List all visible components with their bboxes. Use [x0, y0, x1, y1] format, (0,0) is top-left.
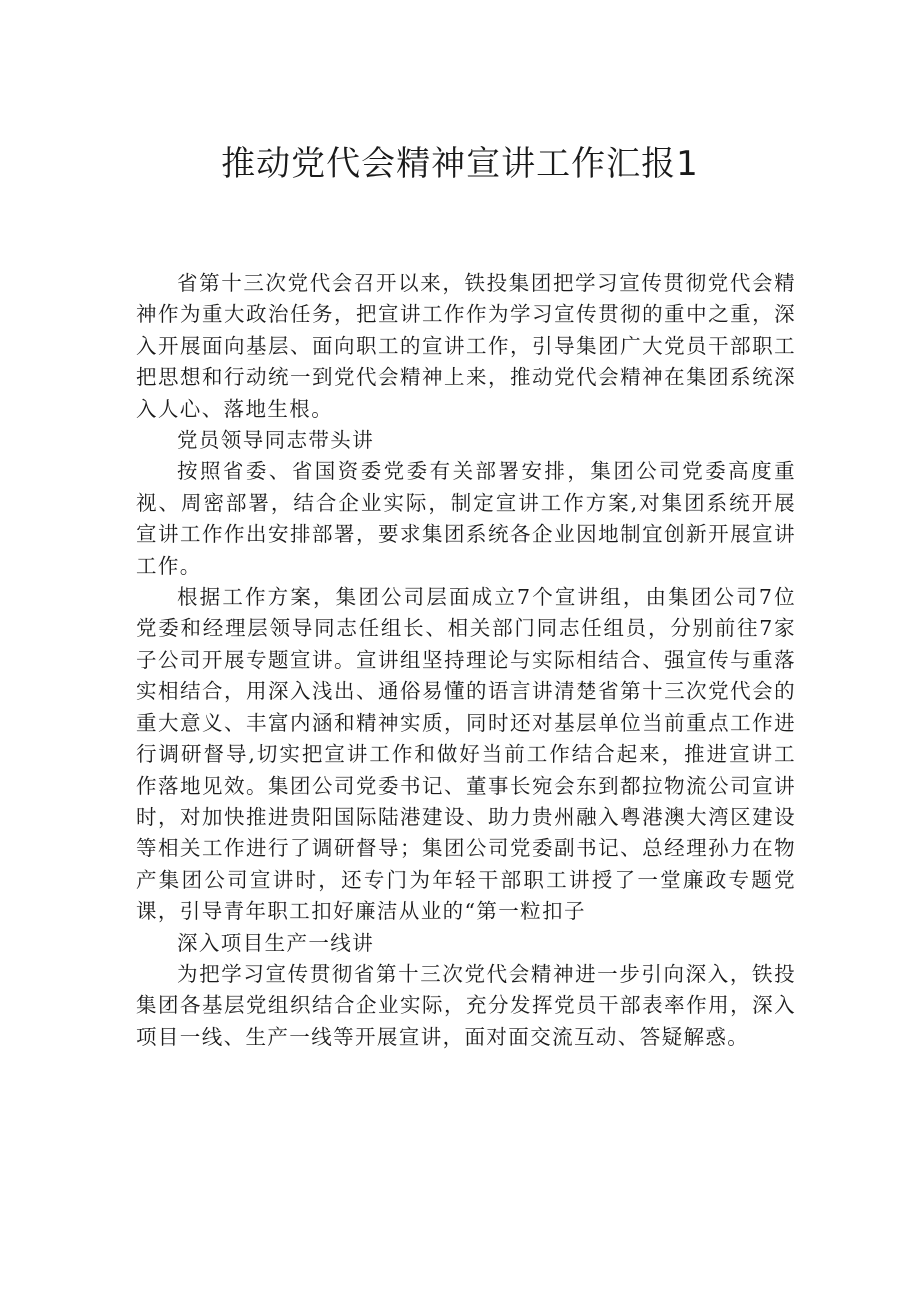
- section-heading-frontline: 深入项目生产一线讲: [177, 930, 375, 955]
- section-heading-leaders: 党员领导同志带头讲: [177, 428, 375, 453]
- document-body: [136, 268, 796, 1053]
- paragraph-frontline: 为把学习宣传贯彻省第十三次党代会精神进一步引向深入，铁投集团各基层党组织结合企业实际，充分发挥党员干部表率作用，深入项目一线、生产一线等开展宣讲，面对面交流互动、答疑解惑。: [136, 961, 796, 1049]
- paragraph-groups: 根据工作方案，集团公司层面成立7个宣讲组，由集团公司7位党委和经理层领导同志任组长、相关部门同志任组员，分别前往7家子公司开展专题宣讲。宣讲组坚持理论与实际相结合、强宣传与重落实相结合，用深入浅出、通俗易懂的语言讲清楚省第十三次党代会的重大意义、丰富内涵和精神实质，同时还对基层单位当前重点工作进行调研督导,切实把宣讲工作和做好当前工作结合起来，推进宣讲工作落地见效。集团公司党委书记、董事长宛会东到都拉物流公司宣讲时，对加快推进贵阳国际陆港建设、助力贵州融入粤港澳大湾区建设等相关工作进行了调研督导；集团公司党委副书记、总经理孙力在物产集团公司宣讲时，还专门为年轻干部职工讲授了一堂廉政专题党课，引导青年职工扣好廉洁从业的“第一粒扣子: [136, 585, 796, 924]
- paragraph-arrangement: 按照省委、省国资委党委有关部署安排，集团公司党委高度重视、周密部署，结合企业实际，制定宣讲工作方案,对集团系统开展宣讲工作作出安排部署，要求集团系统各企业因地制宜创新开展宣讲工作。: [136, 459, 796, 578]
- paragraph-intro: 省第十三次党代会召开以来，铁投集团把学习宣传贯彻党代会精神作为重大政治任务，把宣讲工作作为学习宣传贯彻的重中之重，深入开展面向基层、面向职工的宣讲工作，引导集团广大党员干部职工把思想和行动统一到党代会精神上来，推动党代会精神在集团系统深入人心、落地生根。: [136, 271, 796, 421]
- document-title: 推动党代会精神宣讲工作汇报1: [221, 144, 699, 184]
